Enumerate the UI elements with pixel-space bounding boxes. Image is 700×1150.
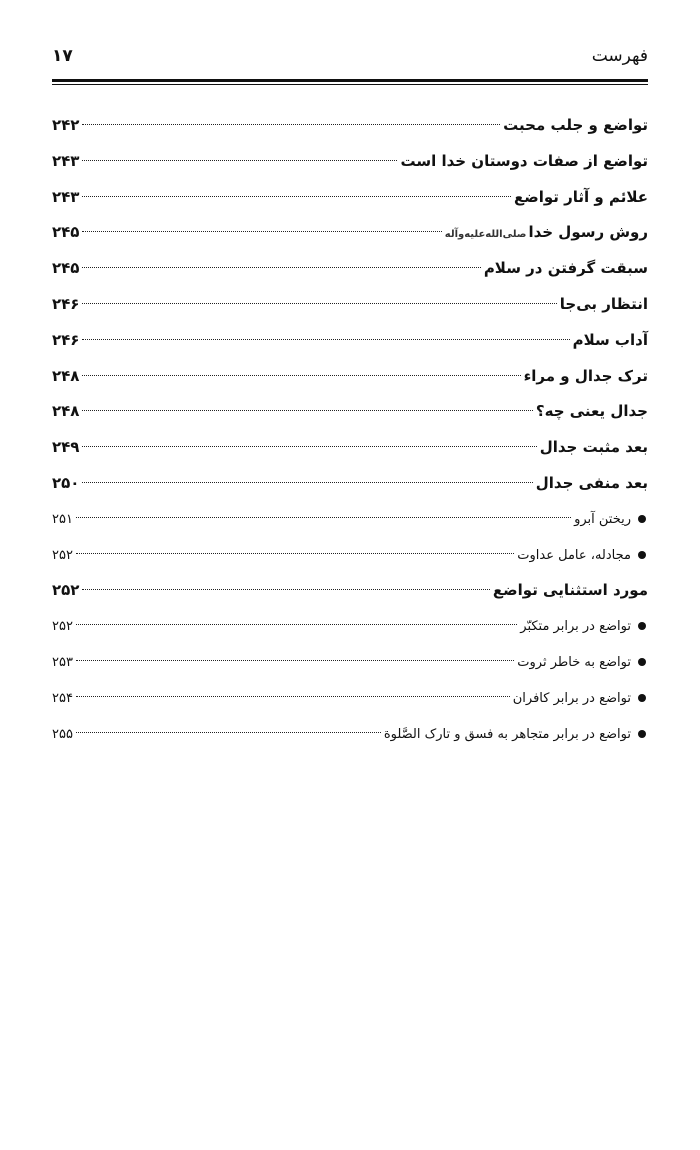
bullet-icon [638,622,646,630]
toc-entry[interactable] [52,323,648,359]
toc-entry-title [503,108,648,144]
dot-leader [76,732,381,733]
toc-entry-title [520,609,648,645]
toc-entry-title [536,394,648,430]
dot-leader [82,410,532,411]
toc-page-number: ۲۵۲ [52,581,80,600]
toc-entry-label: بعد منفی جدال [535,473,648,492]
dot-leader [76,517,571,518]
toc-entry-title [484,251,648,287]
toc-entry-label: مورد استثنایی تواضع [492,581,648,600]
toc-page-number: ۲۴۵ [52,259,80,278]
toc-entry-label: ترک جدال و مراء [523,366,648,385]
toc-entry-title [384,717,648,753]
toc-entry-label: تواضع از صفات دوستان خدا است [400,151,648,170]
toc-entry[interactable] [52,180,648,216]
bullet-icon [638,730,646,738]
dot-leader [82,231,441,232]
dot-leader [82,124,500,125]
toc-subentry[interactable] [52,645,648,681]
toc-entry[interactable] [52,287,648,323]
toc-entry-title [514,180,648,216]
toc-page-number: ۲۴۸ [52,366,80,385]
toc-page-number: ۲۴۹ [52,438,80,457]
toc-entry-label: مجادله، عامل عداوت [517,547,631,563]
toc-page-number: ۲۵۳ [52,654,73,670]
toc-page-number: ۲۴۲ [52,116,80,134]
page-header [52,44,648,74]
dot-leader [82,267,480,268]
toc-page-number: ۲۵۱ [52,511,73,527]
toc-entry-title [445,215,648,253]
toc-entry[interactable] [52,215,648,251]
toc-subentry[interactable] [52,609,648,645]
toc-page-number: ۲۴۵ [52,223,80,242]
running-title: فهرست [591,46,648,66]
toc-entry[interactable] [52,108,648,144]
toc-entry-title [517,538,648,574]
toc-entry-title [400,144,648,180]
toc-entry-label: علائم و آثار تواضع [514,187,648,206]
toc-page-number: ۲۵۵ [52,726,73,742]
bullet-icon [638,515,646,523]
toc-entry-label: روش رسول خدا [528,223,648,242]
toc-page-number: ۲۴۳ [52,151,80,170]
toc-entry-label: جدال یعنی چه؟ [535,402,648,421]
toc-entry-title [540,430,648,466]
toc-subentry[interactable] [52,681,648,717]
dot-leader [82,482,532,483]
toc-entry-title [573,323,648,359]
toc-page-number: ۲۵۲ [52,547,73,563]
toc-entry-title [493,573,648,609]
dot-leader [82,446,536,447]
honorific-ligature: صلى‌الله‌عليه‌وآله [444,229,527,241]
toc-entry-label: تواضع به خاطر ثروت [517,654,631,670]
dot-leader [82,589,489,590]
toc-page-number: ۲۵۲ [52,619,73,635]
dot-leader [76,660,514,661]
toc-page-number: ۲۴۶ [52,330,80,349]
toc-entry-label: آداب سلام [572,330,648,349]
toc-subentry[interactable] [52,538,648,574]
toc-subentry[interactable] [52,717,648,753]
toc-entry[interactable] [52,394,648,430]
toc-entry-title [517,645,648,681]
toc-entry[interactable] [52,251,648,287]
page-number: ۱۷ [52,46,73,66]
dot-leader [82,375,520,376]
dot-leader [82,196,511,197]
toc-page-number: ۲۴۸ [52,402,80,421]
dot-leader [76,696,510,697]
dot-leader [76,624,517,625]
toc-entry-title [574,502,648,538]
table-of-contents [52,108,648,752]
toc-entry-label: سبقت گرفتن در سلام [483,259,648,278]
toc-entry-title [524,359,648,395]
toc-entry-label: تواضع در برابر متجاهر به فسق و تارک الصَّلوة [383,726,631,742]
toc-entry-label: تواضع و جلب محبت [503,116,648,134]
dot-leader [82,339,569,340]
toc-entry-title [536,466,648,502]
toc-entry-label: انتظار بی‌جا [559,294,648,313]
bullet-icon [638,694,646,702]
toc-entry[interactable] [52,466,648,502]
bullet-icon [638,658,646,666]
toc-entry[interactable] [52,359,648,395]
toc-entry-title [513,681,648,717]
toc-page-number: ۲۵۰ [52,473,80,492]
toc-entry[interactable] [52,144,648,180]
toc-entry-title [560,287,648,323]
toc-entry[interactable] [52,430,648,466]
toc-page-number: ۲۴۳ [52,187,80,206]
toc-page-number: ۲۴۶ [52,294,80,313]
toc-entry[interactable] [52,573,648,609]
dot-leader [82,303,556,304]
toc-entry-label: تواضع در برابر کافران [512,690,631,706]
toc-entry-label: ریختن آبرو [574,511,631,527]
toc-entry-label: بعد مثبت جدال [539,438,648,457]
bullet-icon [638,551,646,559]
toc-subentry[interactable] [52,502,648,538]
toc-entry-label: تواضع در برابر متکبّر [520,619,631,635]
dot-leader [82,160,397,161]
toc-page-number: ۲۵۴ [52,690,73,706]
dot-leader [76,553,514,554]
header-divider [52,79,648,85]
